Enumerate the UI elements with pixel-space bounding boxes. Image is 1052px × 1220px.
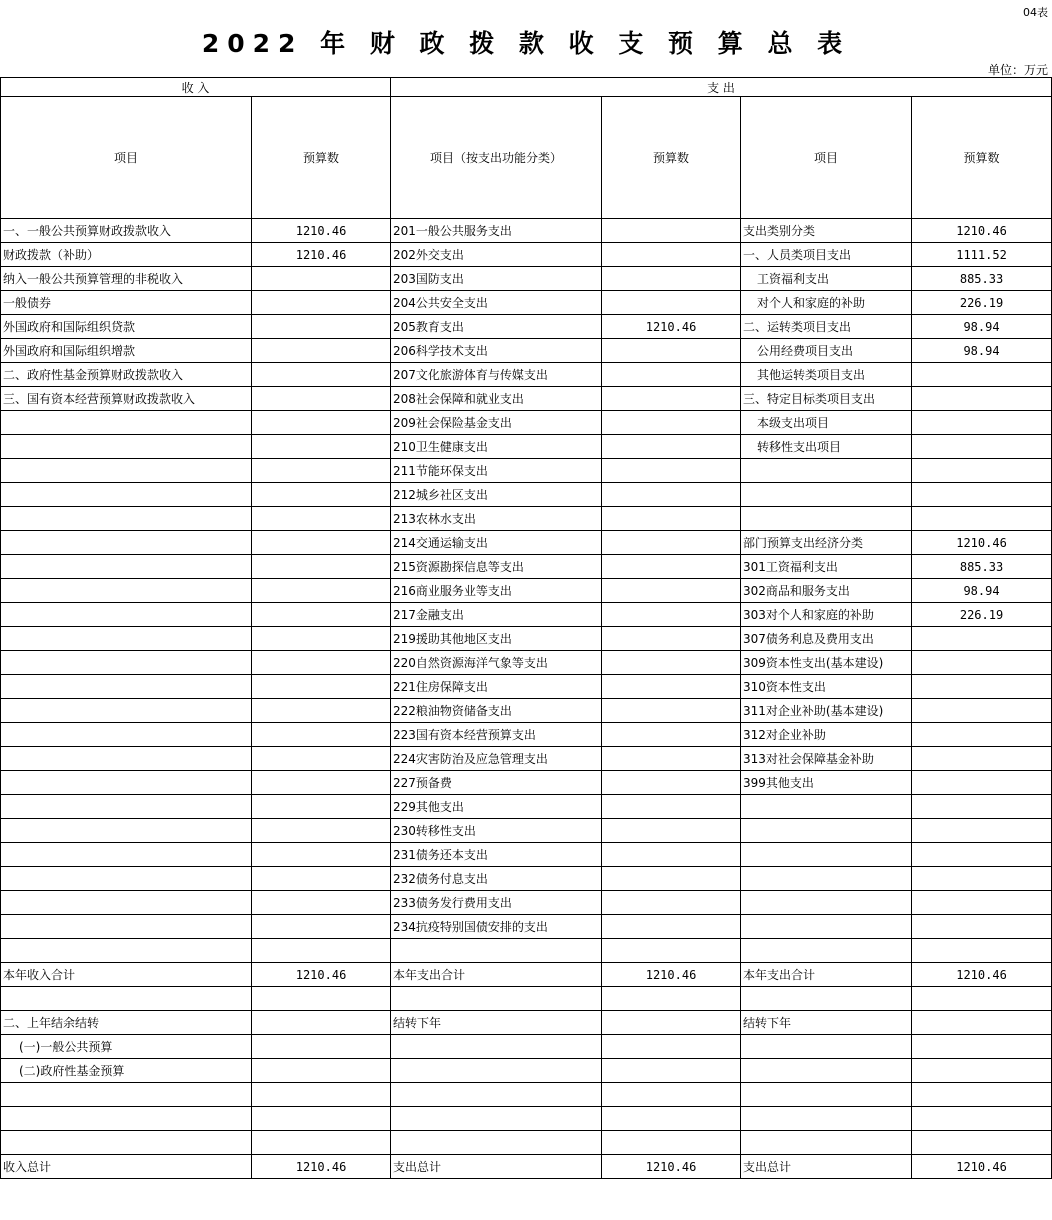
cell-category-amount: 1111.52 [912, 243, 1052, 267]
cell-income-amount [252, 675, 391, 699]
cell-income-amount [252, 723, 391, 747]
table-row [1, 1083, 1052, 1107]
cell-category-item: 公用经费项目支出 [741, 339, 912, 363]
cell-function-item: 208社会保障和就业支出 [391, 387, 602, 411]
cell-function-amount [602, 915, 741, 939]
table-row [1, 867, 1052, 891]
cell-function-amount [602, 507, 741, 531]
cell-income-amount [252, 1107, 391, 1131]
cell-category-amount [912, 867, 1052, 891]
form-number: 04表 [1023, 6, 1048, 19]
cell-function-amount [602, 1059, 741, 1083]
cell-income-item [1, 603, 252, 627]
cell-category-amount [912, 915, 1052, 939]
cell-function-amount [602, 1083, 741, 1107]
cell-function-item: 207文化旅游体育与传媒支出 [391, 363, 602, 387]
cell-function-amount [602, 291, 741, 315]
table-row [1, 939, 1052, 963]
cell-income-item [1, 891, 252, 915]
cell-income-amount [252, 387, 391, 411]
cell-function-item: 223国有资本经营预算支出 [391, 723, 602, 747]
cell-function-amount [602, 267, 741, 291]
table-row [1, 483, 1052, 507]
cell-function-item [391, 1035, 602, 1059]
cell-category-item: 309资本性支出(基本建设) [741, 651, 912, 675]
cell-category-amount [912, 1059, 1052, 1083]
cell-category-amount [912, 795, 1052, 819]
cell-function-item: 232债务付息支出 [391, 867, 602, 891]
cell-function-amount [602, 651, 741, 675]
cell-income-amount [252, 1011, 391, 1035]
table-row [1, 555, 1052, 579]
cell-income-item: 财政拨款（补助） [1, 243, 252, 267]
section-header-row [1, 78, 1052, 97]
cell-category-item: 本级支出项目 [741, 411, 912, 435]
cell-function-item: 231债务还本支出 [391, 843, 602, 867]
cell-category-item [741, 795, 912, 819]
cell-category-item [741, 891, 912, 915]
table-row [1, 795, 1052, 819]
cell-income-amount [252, 435, 391, 459]
cell-category-amount [912, 1107, 1052, 1131]
cell-category-amount [912, 435, 1052, 459]
cell-category-item: 313对社会保障基金补助 [741, 747, 912, 771]
cell-category-item: 支出类别分类 [741, 219, 912, 243]
cell-function-item: 214交通运输支出 [391, 531, 602, 555]
cell-income-item: (一)一般公共预算 [1, 1035, 252, 1059]
cell-function-amount: 1210.46 [602, 1155, 741, 1179]
table-row [1, 699, 1052, 723]
cell-income-amount [252, 267, 391, 291]
cell-category-item: 本年支出合计 [741, 963, 912, 987]
cell-income-item [1, 507, 252, 531]
cell-income-amount [252, 651, 391, 675]
cell-category-amount [912, 987, 1052, 1011]
cell-category-amount [912, 699, 1052, 723]
cell-income-item: 一、一般公共预算财政拨款收入 [1, 219, 252, 243]
cell-category-amount [912, 507, 1052, 531]
cell-function-item: 213农林水支出 [391, 507, 602, 531]
table-row [1, 651, 1052, 675]
cell-income-item [1, 699, 252, 723]
cell-category-item: 303对个人和家庭的补助 [741, 603, 912, 627]
cell-category-amount [912, 939, 1052, 963]
cell-category-amount: 885.33 [912, 267, 1052, 291]
table-row [1, 1059, 1052, 1083]
cell-function-amount [602, 843, 741, 867]
cell-function-amount [602, 339, 741, 363]
table-row [1, 531, 1052, 555]
cell-income-amount [252, 411, 391, 435]
cell-category-amount: 98.94 [912, 579, 1052, 603]
cell-income-amount [252, 1083, 391, 1107]
cell-category-item: 转移性支出项目 [741, 435, 912, 459]
cell-function-amount [602, 747, 741, 771]
cell-income-item [1, 1131, 252, 1155]
cell-category-item: 部门预算支出经济分类 [741, 531, 912, 555]
cell-function-amount [602, 795, 741, 819]
table-row [1, 987, 1052, 1011]
cell-income-item: 二、上年结余结转 [1, 1011, 252, 1035]
cell-category-item: 三、特定目标类项目支出 [741, 387, 912, 411]
cell-income-item [1, 651, 252, 675]
cell-function-amount: 1210.46 [602, 963, 741, 987]
cell-function-item: 206科学技术支出 [391, 339, 602, 363]
cell-function-item [391, 987, 602, 1011]
cell-function-item [391, 1083, 602, 1107]
cell-income-amount [252, 363, 391, 387]
cell-category-amount [912, 627, 1052, 651]
cell-function-item: 203国防支出 [391, 267, 602, 291]
cell-income-amount [252, 1059, 391, 1083]
table-row [1, 843, 1052, 867]
cell-function-item: 支出总计 [391, 1155, 602, 1179]
cell-income-amount [252, 339, 391, 363]
cell-income-amount [252, 291, 391, 315]
cell-income-item [1, 435, 252, 459]
col-header-function-item: 项目（按支出功能分类） [391, 97, 602, 219]
expense-section-header: 支 出 [391, 78, 1052, 97]
cell-income-item: 二、政府性基金预算财政拨款收入 [1, 363, 252, 387]
cell-function-amount [602, 555, 741, 579]
cell-function-item: 210卫生健康支出 [391, 435, 602, 459]
cell-function-item: 本年支出合计 [391, 963, 602, 987]
cell-category-amount: 98.94 [912, 339, 1052, 363]
cell-income-amount [252, 819, 391, 843]
cell-income-item [1, 1083, 252, 1107]
table-row [1, 339, 1052, 363]
cell-function-amount [602, 867, 741, 891]
cell-function-amount [602, 435, 741, 459]
cell-category-amount [912, 747, 1052, 771]
cell-function-amount [602, 243, 741, 267]
table-row [1, 771, 1052, 795]
cell-function-amount [602, 531, 741, 555]
table-row [1, 219, 1052, 243]
cell-function-item: 220自然资源海洋气象等支出 [391, 651, 602, 675]
cell-income-item: 本年收入合计 [1, 963, 252, 987]
cell-function-amount [602, 819, 741, 843]
cell-income-amount [252, 795, 391, 819]
cell-category-amount [912, 675, 1052, 699]
cell-function-item: 229其他支出 [391, 795, 602, 819]
cell-category-item [741, 939, 912, 963]
cell-income-item [1, 723, 252, 747]
cell-income-amount [252, 891, 391, 915]
cell-income-item: 三、国有资本经营预算财政拨款收入 [1, 387, 252, 411]
cell-category-item: 结转下年 [741, 1011, 912, 1035]
cell-income-amount [252, 555, 391, 579]
col-header-category-amount: 预算数 [912, 97, 1052, 219]
cell-income-item: 外国政府和国际组织增款 [1, 339, 252, 363]
cell-function-amount [602, 1011, 741, 1035]
cell-function-amount [602, 363, 741, 387]
cell-category-item: 工资福利支出 [741, 267, 912, 291]
cell-income-amount [252, 627, 391, 651]
table-row [1, 363, 1052, 387]
cell-income-amount [252, 603, 391, 627]
cell-function-item: 227预备费 [391, 771, 602, 795]
budget-table [0, 77, 1052, 1179]
page-title: 2022 年 财 政 拨 款 收 支 预 算 总 表 [201, 29, 851, 58]
cell-income-amount [252, 915, 391, 939]
cell-income-amount [252, 771, 391, 795]
table-row [1, 723, 1052, 747]
cell-income-amount [252, 531, 391, 555]
cell-function-item: 205教育支出 [391, 315, 602, 339]
cell-function-item: 211节能环保支出 [391, 459, 602, 483]
cell-income-item: 一般债券 [1, 291, 252, 315]
cell-function-amount: 1210.46 [602, 315, 741, 339]
income-section-header: 收 入 [1, 78, 391, 97]
cell-category-amount [912, 891, 1052, 915]
cell-function-item: 结转下年 [391, 1011, 602, 1035]
cell-function-item: 221住房保障支出 [391, 675, 602, 699]
cell-income-amount: 1210.46 [252, 219, 391, 243]
cell-category-item [741, 987, 912, 1011]
cell-category-amount [912, 363, 1052, 387]
table-row [1, 243, 1052, 267]
cell-income-item [1, 627, 252, 651]
cell-function-amount [602, 723, 741, 747]
cell-income-amount [252, 1131, 391, 1155]
cell-income-item [1, 483, 252, 507]
cell-income-item [1, 795, 252, 819]
cell-category-amount [912, 1035, 1052, 1059]
table-row [1, 1107, 1052, 1131]
cell-income-item [1, 459, 252, 483]
col-header-income-item: 项目 [1, 97, 252, 219]
cell-category-amount [912, 651, 1052, 675]
cell-function-item [391, 1131, 602, 1155]
cell-category-amount [912, 1131, 1052, 1155]
cell-income-item [1, 867, 252, 891]
table-row [1, 387, 1052, 411]
cell-category-amount [912, 483, 1052, 507]
cell-income-item [1, 843, 252, 867]
cell-function-amount [602, 483, 741, 507]
cell-category-amount [912, 819, 1052, 843]
cell-function-item: 212城乡社区支出 [391, 483, 602, 507]
cell-category-item [741, 1131, 912, 1155]
cell-category-amount [912, 387, 1052, 411]
cell-category-amount: 226.19 [912, 291, 1052, 315]
table-row [1, 1035, 1052, 1059]
cell-category-item: 其他运转类项目支出 [741, 363, 912, 387]
cell-category-amount [912, 771, 1052, 795]
cell-category-amount: 98.94 [912, 315, 1052, 339]
cell-income-amount [252, 579, 391, 603]
table-row [1, 435, 1052, 459]
cell-income-item [1, 819, 252, 843]
cell-income-amount [252, 459, 391, 483]
cell-income-amount: 1210.46 [252, 1155, 391, 1179]
table-row [1, 291, 1052, 315]
cell-category-amount: 1210.46 [912, 531, 1052, 555]
cell-income-item [1, 675, 252, 699]
cell-function-item: 234抗疫特别国债安排的支出 [391, 915, 602, 939]
table-row [1, 1155, 1052, 1179]
cell-income-item: 纳入一般公共预算管理的非税收入 [1, 267, 252, 291]
col-header-category-item: 项目 [741, 97, 912, 219]
cell-function-amount [602, 939, 741, 963]
table-row [1, 915, 1052, 939]
cell-function-item: 230转移性支出 [391, 819, 602, 843]
cell-function-item: 204公共安全支出 [391, 291, 602, 315]
cell-category-item: 310资本性支出 [741, 675, 912, 699]
table-row [1, 507, 1052, 531]
cell-income-item [1, 579, 252, 603]
table-row [1, 627, 1052, 651]
cell-category-item [741, 507, 912, 531]
cell-category-item [741, 1083, 912, 1107]
cell-category-item [741, 843, 912, 867]
table-row [1, 603, 1052, 627]
cell-category-amount [912, 411, 1052, 435]
cell-function-amount [602, 387, 741, 411]
table-row [1, 267, 1052, 291]
cell-function-item: 215资源勘探信息等支出 [391, 555, 602, 579]
cell-income-amount [252, 867, 391, 891]
column-header-row [1, 97, 1052, 219]
cell-category-amount: 1210.46 [912, 963, 1052, 987]
cell-function-amount [602, 1131, 741, 1155]
cell-category-item [741, 459, 912, 483]
cell-function-item [391, 1059, 602, 1083]
cell-category-item: 302商品和服务支出 [741, 579, 912, 603]
cell-function-item: 209社会保险基金支出 [391, 411, 602, 435]
cell-income-amount: 1210.46 [252, 243, 391, 267]
table-row [1, 891, 1052, 915]
cell-income-item [1, 747, 252, 771]
table-row [1, 1131, 1052, 1155]
cell-income-amount [252, 315, 391, 339]
cell-category-item: 二、运转类项目支出 [741, 315, 912, 339]
cell-function-item: 202外交支出 [391, 243, 602, 267]
cell-category-amount [912, 723, 1052, 747]
cell-category-item [741, 1035, 912, 1059]
table-row [1, 675, 1052, 699]
cell-function-amount [602, 603, 741, 627]
cell-function-item [391, 939, 602, 963]
cell-category-item: 支出总计 [741, 1155, 912, 1179]
cell-income-item [1, 939, 252, 963]
cell-category-item [741, 1059, 912, 1083]
cell-function-amount [602, 675, 741, 699]
table-row [1, 315, 1052, 339]
cell-income-amount [252, 987, 391, 1011]
table-row [1, 1011, 1052, 1035]
cell-function-amount [602, 987, 741, 1011]
cell-category-item: 对个人和家庭的补助 [741, 291, 912, 315]
cell-income-item [1, 411, 252, 435]
cell-category-amount: 1210.46 [912, 1155, 1052, 1179]
cell-income-item: 外国政府和国际组织贷款 [1, 315, 252, 339]
col-header-income-amount: 预算数 [252, 97, 391, 219]
cell-function-item: 201一般公共服务支出 [391, 219, 602, 243]
cell-function-item: 224灾害防治及应急管理支出 [391, 747, 602, 771]
cell-income-item [1, 915, 252, 939]
cell-income-amount [252, 507, 391, 531]
cell-income-amount [252, 1035, 391, 1059]
cell-category-item [741, 483, 912, 507]
cell-category-item: 307债务利息及费用支出 [741, 627, 912, 651]
cell-category-amount [912, 1083, 1052, 1107]
unit-label: 单位：万元 [987, 63, 1048, 77]
table-row [1, 963, 1052, 987]
cell-category-amount: 885.33 [912, 555, 1052, 579]
cell-function-item [391, 1107, 602, 1131]
cell-category-amount: 1210.46 [912, 219, 1052, 243]
cell-income-item: 收入总计 [1, 1155, 252, 1179]
cell-function-item: 216商业服务业等支出 [391, 579, 602, 603]
cell-function-item: 217金融支出 [391, 603, 602, 627]
cell-category-item: 301工资福利支出 [741, 555, 912, 579]
cell-income-item [1, 1107, 252, 1131]
cell-function-amount [602, 699, 741, 723]
cell-category-item [741, 867, 912, 891]
cell-category-item [741, 915, 912, 939]
cell-function-item: 222粮油物资储备支出 [391, 699, 602, 723]
cell-function-amount [602, 1107, 741, 1131]
cell-income-item: (二)政府性基金预算 [1, 1059, 252, 1083]
table-row [1, 459, 1052, 483]
col-header-function-amount: 预算数 [602, 97, 741, 219]
cell-function-amount [602, 579, 741, 603]
cell-category-item: 399其他支出 [741, 771, 912, 795]
cell-income-item [1, 555, 252, 579]
cell-income-item [1, 987, 252, 1011]
table-row [1, 819, 1052, 843]
cell-category-item [741, 1107, 912, 1131]
cell-category-amount [912, 459, 1052, 483]
cell-category-item: 312对企业补助 [741, 723, 912, 747]
cell-function-amount [602, 411, 741, 435]
cell-category-amount [912, 843, 1052, 867]
cell-income-amount [252, 939, 391, 963]
table-row [1, 579, 1052, 603]
cell-function-item: 219援助其他地区支出 [391, 627, 602, 651]
cell-income-amount [252, 747, 391, 771]
cell-income-amount [252, 843, 391, 867]
cell-function-amount [602, 627, 741, 651]
cell-income-amount: 1210.46 [252, 963, 391, 987]
table-row [1, 411, 1052, 435]
cell-function-amount [602, 219, 741, 243]
cell-income-item [1, 771, 252, 795]
cell-category-item: 一、人员类项目支出 [741, 243, 912, 267]
cell-function-amount [602, 771, 741, 795]
table-row [1, 747, 1052, 771]
cell-function-item: 233债务发行费用支出 [391, 891, 602, 915]
cell-category-amount: 226.19 [912, 603, 1052, 627]
cell-income-item [1, 531, 252, 555]
cell-category-amount [912, 1011, 1052, 1035]
cell-function-amount [602, 891, 741, 915]
cell-category-item: 311对企业补助(基本建设) [741, 699, 912, 723]
cell-function-amount [602, 459, 741, 483]
cell-category-item [741, 819, 912, 843]
cell-income-amount [252, 483, 391, 507]
cell-function-amount [602, 1035, 741, 1059]
cell-income-amount [252, 699, 391, 723]
